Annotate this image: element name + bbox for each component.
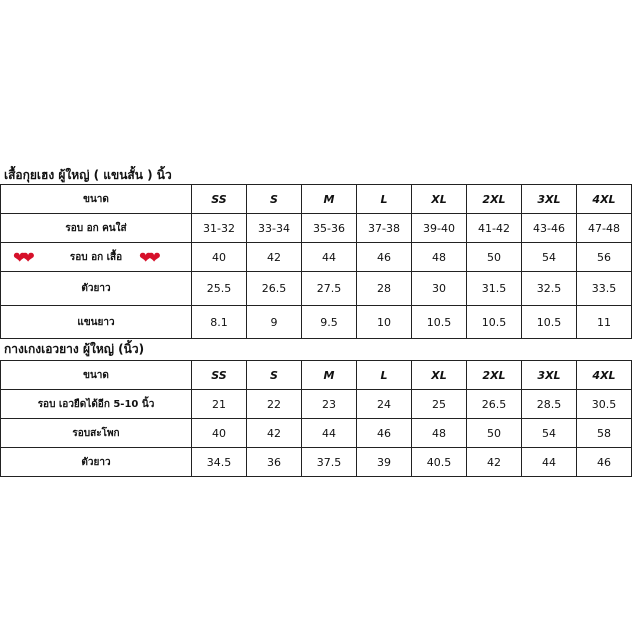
table-cell: 44 — [302, 419, 357, 448]
table-cell: 9 — [247, 306, 302, 339]
size-header: SS — [192, 361, 247, 390]
table-cell: 50 — [467, 243, 522, 272]
table-cell: 36 — [247, 448, 302, 477]
table-cell: 23 — [302, 390, 357, 419]
table-cell: 21 — [192, 390, 247, 419]
table-row — [1, 419, 632, 448]
row-label: รอบสะโพก — [1, 419, 192, 448]
table-cell: 47-48 — [577, 214, 632, 243]
table-row — [1, 214, 632, 243]
table-cell: 30 — [412, 272, 467, 306]
size-header: M — [302, 185, 357, 214]
table-cell: 25 — [412, 390, 467, 419]
table-cell: 48 — [412, 243, 467, 272]
table-cell: 39 — [357, 448, 412, 477]
table-cell: 48 — [412, 419, 467, 448]
table-cell: 56 — [577, 243, 632, 272]
table-cell: 37-38 — [357, 214, 412, 243]
table-cell: 28.5 — [522, 390, 577, 419]
shirt-table-title: เสื้อกุยเฮง ผู้ใหญ่ ( แขนสั้น ) นิ้ว — [4, 168, 172, 182]
size-header: 2XL — [467, 185, 522, 214]
table-cell: 39-40 — [412, 214, 467, 243]
size-header: SS — [192, 185, 247, 214]
table-cell: 32.5 — [522, 272, 577, 306]
table-cell: 30.5 — [577, 390, 632, 419]
table-cell: 58 — [577, 419, 632, 448]
table-cell: 40 — [192, 419, 247, 448]
table-cell: 46 — [577, 448, 632, 477]
table-cell: 46 — [357, 419, 412, 448]
table-cell: 54 — [522, 419, 577, 448]
heart-icon: ❤❤ — [13, 247, 30, 267]
table-cell: 37.5 — [302, 448, 357, 477]
table-cell: 10.5 — [522, 306, 577, 339]
table-cell: 41-42 — [467, 214, 522, 243]
table-row — [1, 390, 632, 419]
row-label: รอบ เอวยืดได้อีก 5-10 นิ้ว — [1, 390, 192, 419]
table-cell: 34.5 — [192, 448, 247, 477]
table-cell: 44 — [302, 243, 357, 272]
table-cell: 25.5 — [192, 272, 247, 306]
size-header: 2XL — [467, 361, 522, 390]
table-header-row — [1, 185, 632, 214]
table-row — [1, 306, 632, 339]
table-cell: 26.5 — [467, 390, 522, 419]
table-cell: 9.5 — [302, 306, 357, 339]
heart-icon: ❤❤ — [139, 247, 156, 267]
table-cell: 33.5 — [577, 272, 632, 306]
table-cell: 10 — [357, 306, 412, 339]
table-row — [1, 272, 632, 306]
row-label: แขนยาว — [1, 306, 192, 339]
table-cell: 50 — [467, 419, 522, 448]
table-cell: 8.1 — [192, 306, 247, 339]
row-label: ตัวยาว — [1, 448, 192, 477]
table-cell: 24 — [357, 390, 412, 419]
size-header: 4XL — [577, 185, 632, 214]
table-row — [1, 243, 632, 272]
row-label: รอบ อก คนใส่ — [1, 214, 192, 243]
table-cell: 46 — [357, 243, 412, 272]
table-cell: 44 — [522, 448, 577, 477]
table-cell: 26.5 — [247, 272, 302, 306]
table-cell: 33-34 — [247, 214, 302, 243]
table-cell: 40 — [192, 243, 247, 272]
size-header: 3XL — [522, 185, 577, 214]
table-cell: 43-46 — [522, 214, 577, 243]
size-header: M — [302, 361, 357, 390]
pants-size-table — [0, 360, 632, 477]
table-cell: 42 — [467, 448, 522, 477]
table-cell: 54 — [522, 243, 577, 272]
table-row — [1, 448, 632, 477]
table-cell: 11 — [577, 306, 632, 339]
table-cell: 42 — [247, 419, 302, 448]
size-header: S — [247, 361, 302, 390]
table-cell: 10.5 — [467, 306, 522, 339]
table-cell: 10.5 — [412, 306, 467, 339]
table-cell: 31-32 — [192, 214, 247, 243]
table-cell: 22 — [247, 390, 302, 419]
size-header: XL — [412, 361, 467, 390]
row-label: รอบ อก เสื้อ — [69, 251, 123, 263]
pants-table-title: กางเกงเอวยาง ผู้ใหญ่ (นิ้ว) — [4, 342, 145, 356]
size-header: L — [357, 361, 412, 390]
table-cell: 28 — [357, 272, 412, 306]
size-header: L — [357, 185, 412, 214]
table-cell: 27.5 — [302, 272, 357, 306]
row-label: ตัวยาว — [1, 272, 192, 306]
table-cell: 42 — [247, 243, 302, 272]
size-header: 4XL — [577, 361, 632, 390]
size-header: S — [247, 185, 302, 214]
table-header-row — [1, 361, 632, 390]
row-label-with-hearts — [1, 243, 192, 272]
header-label: ขนาด — [1, 361, 192, 390]
size-chart-sheet — [0, 160, 639, 478]
size-header: 3XL — [522, 361, 577, 390]
table-cell: 40.5 — [412, 448, 467, 477]
table-cell: 35-36 — [302, 214, 357, 243]
shirt-size-table — [0, 184, 632, 339]
header-label: ขนาด — [1, 185, 192, 214]
size-header: XL — [412, 185, 467, 214]
table-cell: 31.5 — [467, 272, 522, 306]
